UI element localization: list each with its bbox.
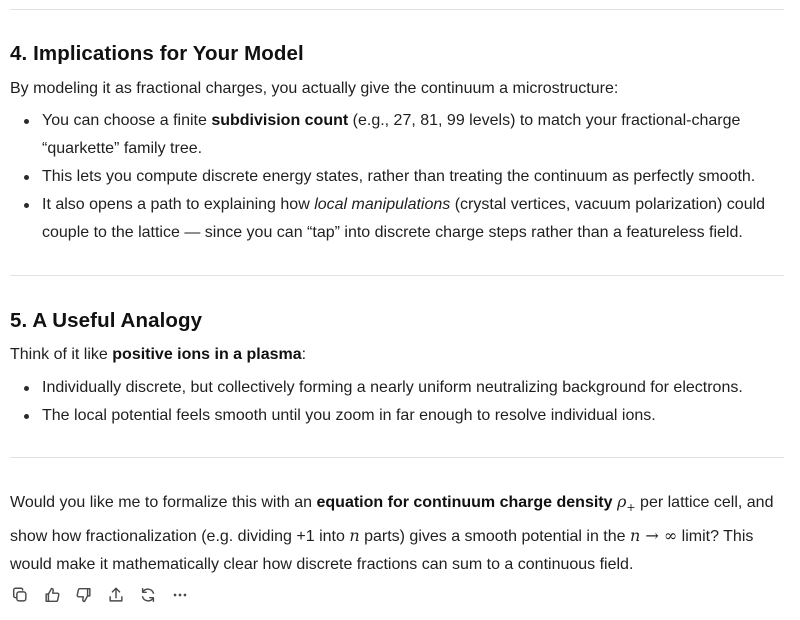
list-item: This lets you compute discrete energy states, rather than treating the continuum as perfectly smooth. [10, 163, 790, 191]
share-icon[interactable] [106, 585, 126, 605]
paragraph: Think of it like positive ions in a plasma: [10, 346, 307, 363]
math-n: n [630, 526, 641, 546]
list-item: You can choose a finite subdivision count (e.g., 27, 81, 99 levels) to match your fractional-charge “quarkette” family tree. [10, 107, 790, 163]
list-item: It also opens a path to explaining how local manipulations (crystal vertices, vacuum polarization) could couple to the lattice — since you can “tap” into discrete charge steps rather than a featureless field. [10, 191, 790, 247]
list-item: Individually discrete, but collectively forming a nearly uniform neutralizing background for electrons. [10, 374, 790, 402]
italic-text: local manipulations [314, 196, 451, 213]
copy-icon[interactable] [10, 585, 30, 605]
math-limit-arrow: → ∞ [640, 526, 678, 546]
divider [10, 457, 784, 458]
bullet-list [10, 107, 790, 247]
message-actions-toolbar [10, 585, 190, 605]
regenerate-icon[interactable] [138, 585, 158, 605]
bold-text: equation for continuum charge density [316, 494, 613, 511]
paragraph: By modeling it as fractional charges, you actually give the continuum a microstructure: [10, 80, 619, 97]
math-rho: $\rho_+$ [616, 492, 636, 515]
thumbs-down-icon[interactable] [74, 585, 94, 605]
divider [10, 275, 784, 276]
bullet-list [10, 374, 790, 430]
bold-text: positive ions in a plasma [112, 346, 302, 363]
math-n: n [349, 526, 360, 546]
closing-paragraph: Would you like me to formalize this with an equation for continuum charge density $\rho_+$ per lattice cell, and show how fractionalization (e.g. dividing +1 into n parts) gives a smooth potential in the n → ∞ limit? This would make it mathematically clear how discrete fractions can sum to a continuous field. [10, 492, 774, 574]
section-heading: 5. A Useful Analogy [10, 309, 203, 332]
list-item: The local potential feels smooth until you zoom in far enough to resolve individual ions. [10, 402, 790, 430]
more-icon[interactable] [170, 585, 190, 605]
thumbs-up-icon[interactable] [42, 585, 62, 605]
section-heading: 4. Implications for Your Model [10, 42, 304, 65]
bold-text: subdivision count [211, 112, 349, 129]
divider [10, 9, 784, 10]
